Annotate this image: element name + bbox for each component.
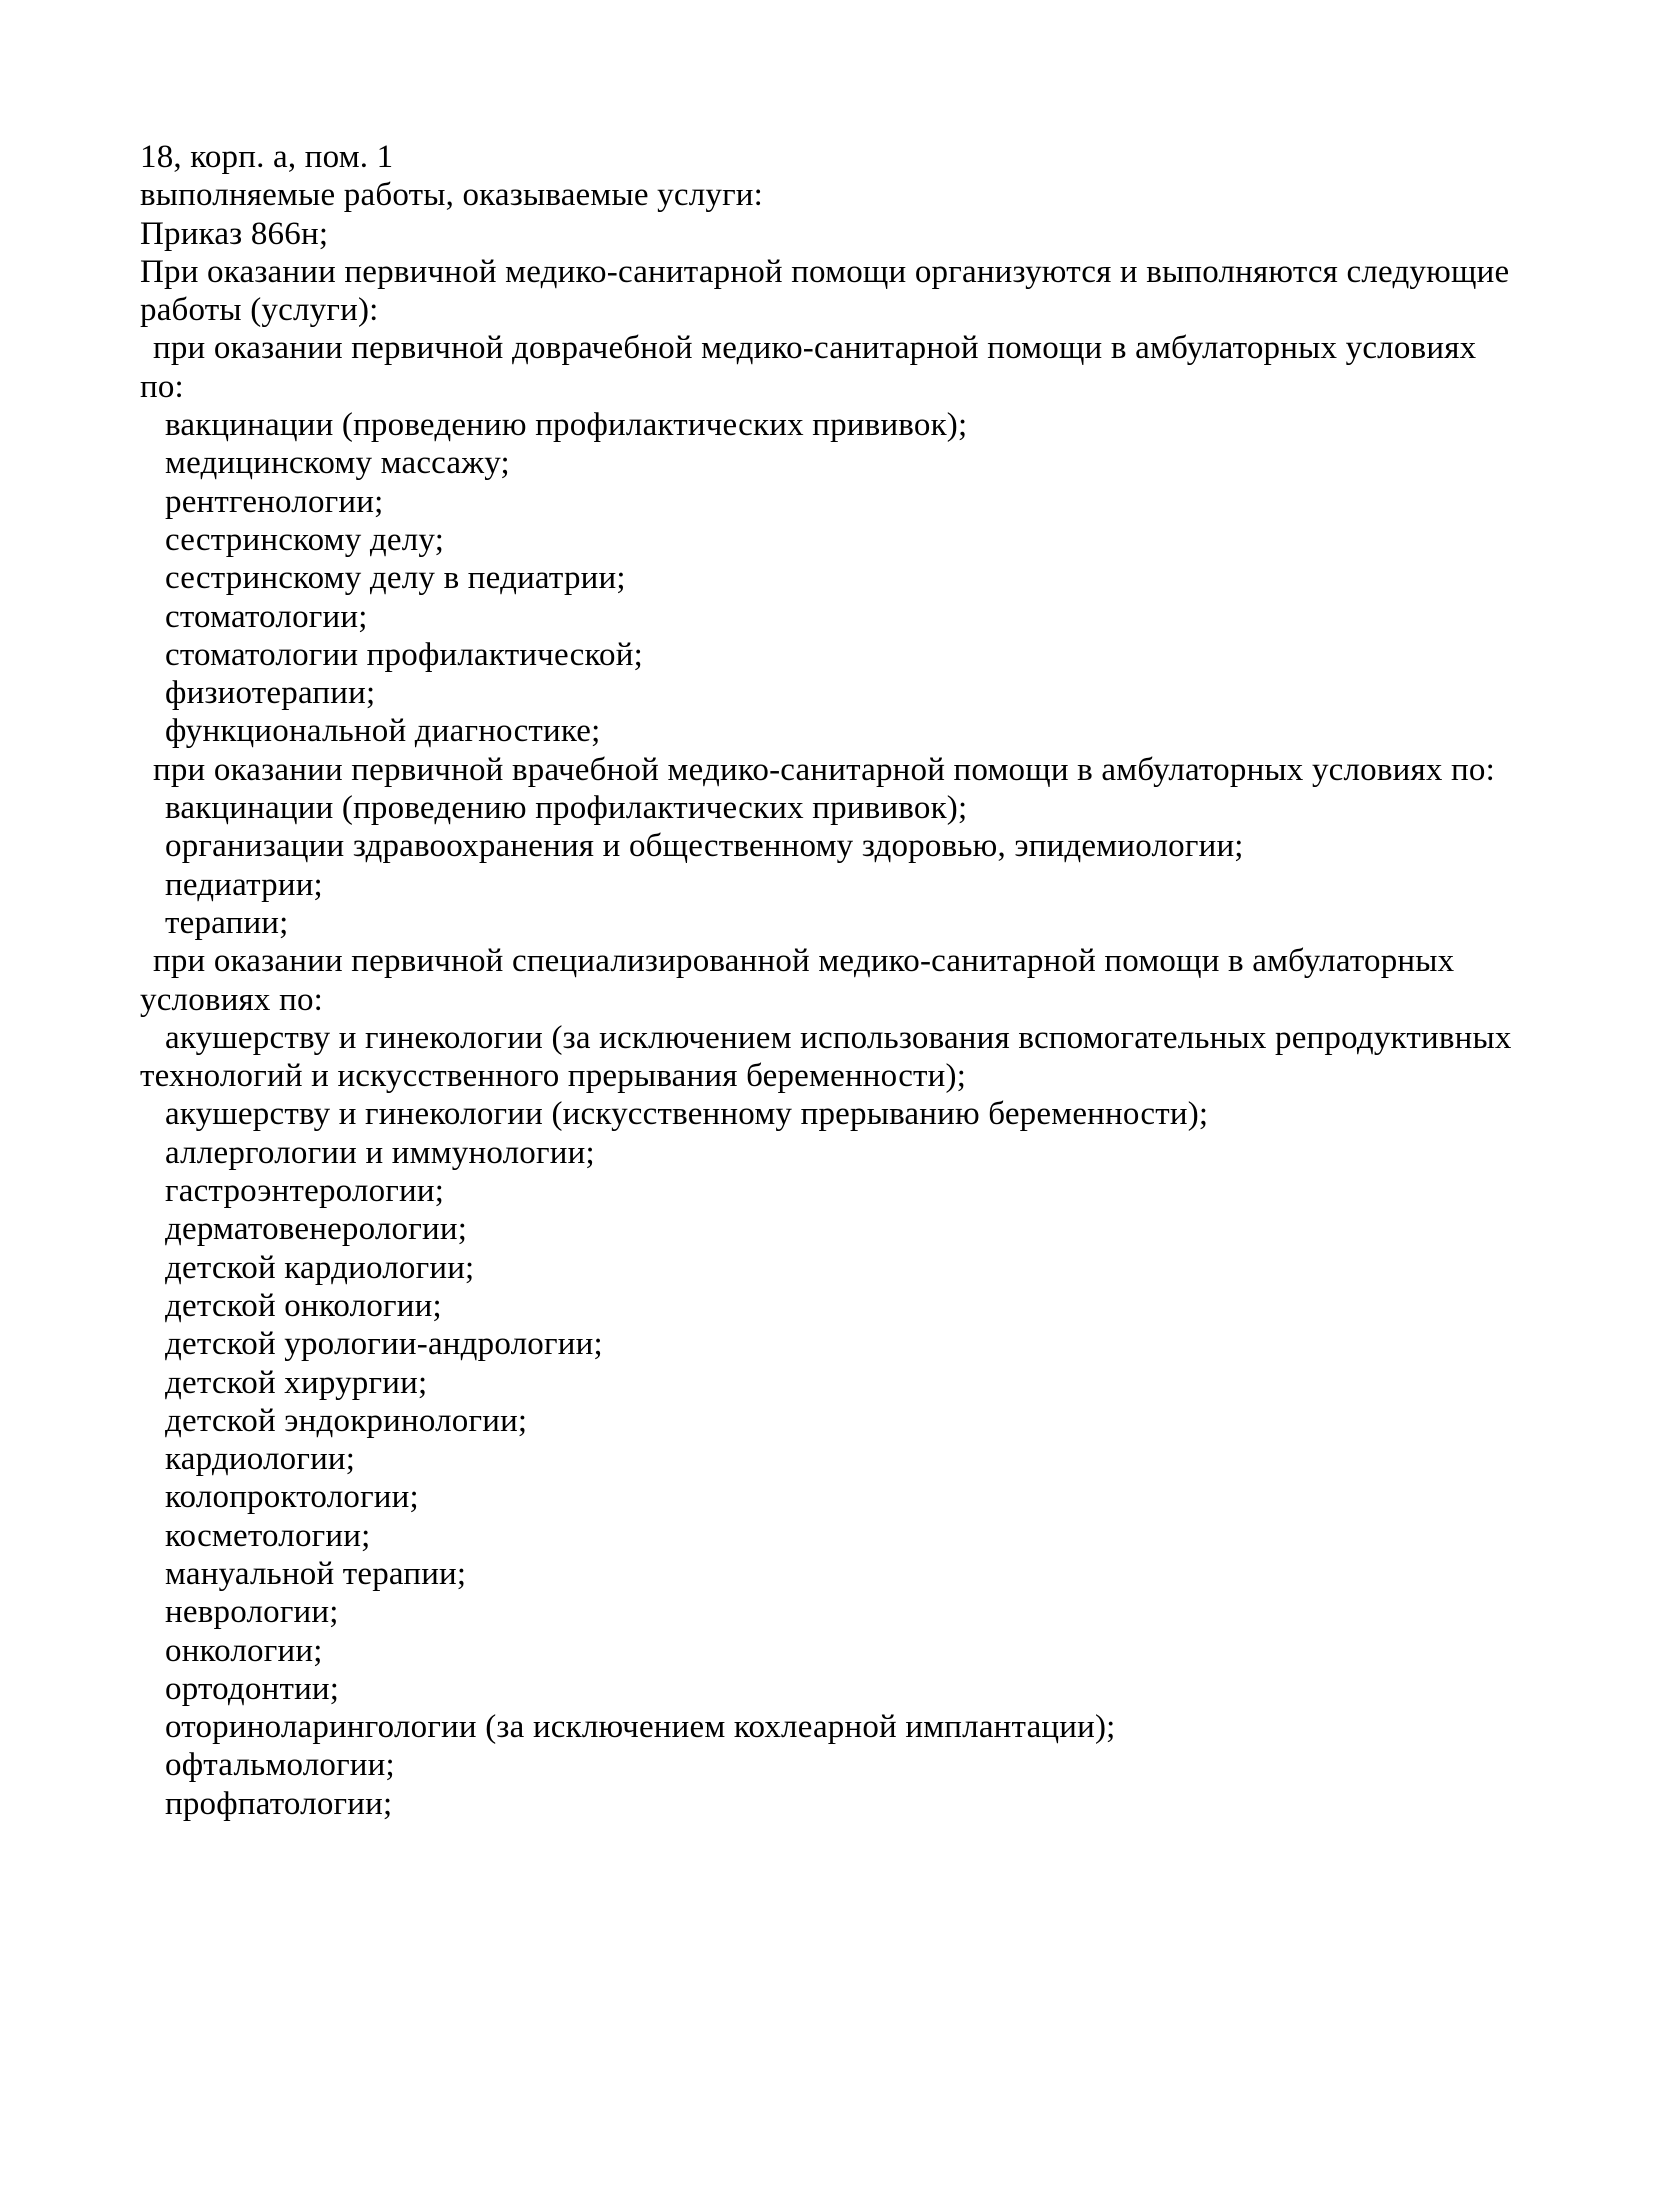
text-line: детской онкологии; xyxy=(165,1287,442,1324)
text-line: детской хирургии; xyxy=(165,1364,428,1401)
text-line: при оказании первичной врачебной медико-санитарной помощи в амбулаторных условиях по: xyxy=(153,751,1495,788)
text-line: колопроктологии; xyxy=(165,1479,419,1516)
text-line: по: xyxy=(140,368,184,405)
text-line: функциональной диагностике; xyxy=(165,713,601,750)
text-line: физиотерапии; xyxy=(165,675,376,712)
text-line: сестринскому делу; xyxy=(165,521,445,558)
text-line: вакцинации (проведению профилактических прививок); xyxy=(165,790,968,827)
text-line: детской кардиологии; xyxy=(165,1249,475,1286)
text-line: педиатрии; xyxy=(165,866,323,903)
text-line: неврологии; xyxy=(165,1594,339,1631)
text-line: ортодонтии; xyxy=(165,1670,340,1707)
text-line: детской эндокринологии; xyxy=(165,1402,528,1439)
text-line: при оказании первичной специализированной медико-санитарной помощи в амбулаторных xyxy=(153,943,1455,980)
text-line: онкологии; xyxy=(165,1632,323,1669)
text-line: Приказ 866н; xyxy=(140,215,329,252)
text-line: акушерству и гинекологии (искусственному прерыванию беременности); xyxy=(165,1096,1209,1133)
text-line: кардиологии; xyxy=(165,1441,356,1478)
text-line: гастроэнтерологии; xyxy=(165,1173,445,1210)
text-line: медицинскому массажу; xyxy=(165,445,510,482)
text-line: 18, корп. а, пом. 1 xyxy=(140,139,394,175)
text-line: стоматологии; xyxy=(165,598,368,635)
text-line: дерматовенерологии; xyxy=(165,1211,468,1248)
text-line: профпатологии; xyxy=(165,1785,393,1822)
text-line: При оказании первичной медико-санитарной помощи организуются и выполняются следующие xyxy=(140,253,1510,290)
text-line: условиях по: xyxy=(140,981,324,1018)
text-line: косметологии; xyxy=(165,1517,371,1554)
text-line: терапии; xyxy=(165,904,289,941)
text-line: рентгенологии; xyxy=(165,483,384,520)
text-line: детской урологии-андрологии; xyxy=(165,1326,603,1363)
text-line: мануальной терапии; xyxy=(165,1555,467,1592)
text-line: вакцинации (проведению профилактических прививок); xyxy=(165,407,968,444)
document-lines xyxy=(140,138,1530,1823)
text-line: работы (услуги): xyxy=(140,292,379,329)
text-line: аллергологии и иммунологии; xyxy=(165,1134,595,1171)
text-line: стоматологии профилактической; xyxy=(165,636,643,673)
text-line: при оказании первичной доврачебной медико-санитарной помощи в амбулаторных условиях xyxy=(153,330,1477,367)
text-line: организации здравоохранения и общественному здоровью, эпидемиологии; xyxy=(165,828,1244,865)
text-line: оториноларингологии (за исключением кохлеарной имплантации); xyxy=(165,1709,1116,1746)
text-line: офтальмологии; xyxy=(165,1747,395,1784)
text-line: выполняемые работы, оказываемые услуги: xyxy=(140,177,764,214)
text-line: акушерству и гинекологии (за исключением использования вспомогательных репродуктивных xyxy=(165,1019,1512,1056)
text-line: технологий и искусственного прерывания беременности); xyxy=(140,1058,967,1095)
text-line: сестринскому делу в педиатрии; xyxy=(165,560,626,597)
